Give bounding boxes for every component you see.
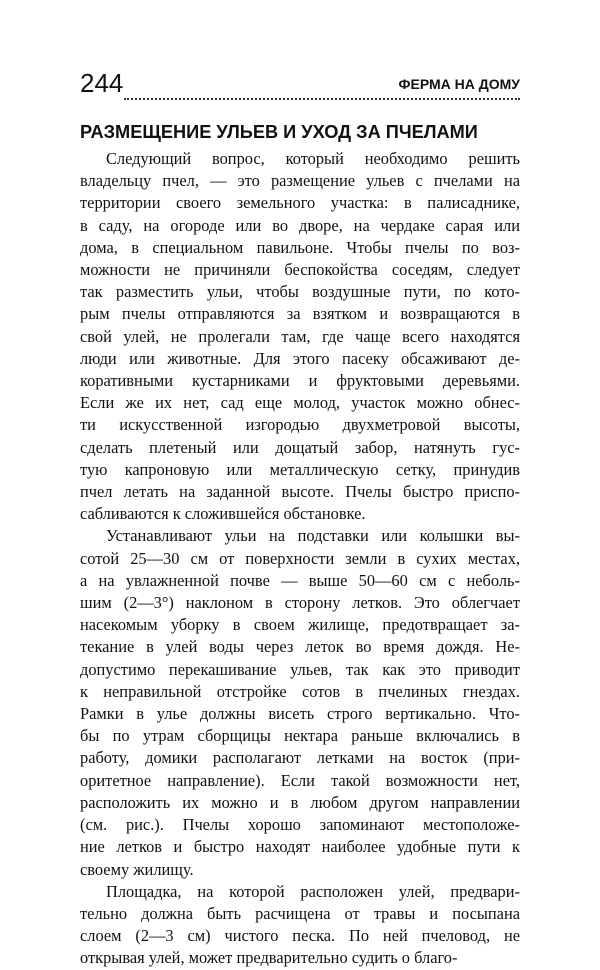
body-text <box>80 148 520 970</box>
text-line: люди или животные. Для этого пасеку обсаживают де- <box>80 348 520 368</box>
paragraph <box>80 525 520 880</box>
text-line: Устанавливают ульи на подставки или колышки вы- <box>106 526 520 546</box>
section-title: РАЗМЕЩЕНИЕ УЛЬЕВ И УХОД ЗА ПЧЕЛАМИ <box>80 122 478 142</box>
text-line: тую капроновую или металлическую сетку, принудив <box>80 459 520 479</box>
text-line: рым пчелы отправляются за взятком и возвращаются в <box>80 304 520 324</box>
text-line: (см. рис.). Пчелы хорошо запоминают местоположе- <box>80 815 520 835</box>
text-line: к неправильной отстройке сотов в пчелиных гнездах. <box>80 681 520 701</box>
text-line: слоем (2—3 см) чистого песка. По ней пчеловод, не <box>80 926 520 946</box>
text-line: дома, в специальном павильоне. Чтобы пчелы по воз- <box>80 237 520 257</box>
text-line: можности не причиняли беспокойства соседям, следует <box>80 260 520 280</box>
text-line: в саду, на огороде или во дворе, на чердаке сарая или <box>80 215 520 235</box>
text-line: так разместить ульи, чтобы воздушные пути, по кото- <box>80 282 520 302</box>
text-line: владельцу пчел, — это размещение ульев с пчелами на <box>80 171 520 191</box>
text-line: свой улей, не пролегали там, где чаще всего находятся <box>80 326 520 346</box>
running-head: ФЕРМА НА ДОМУ <box>398 76 520 92</box>
page-number: 244 <box>80 68 124 98</box>
text-line: территории своего земельного участка: в палисаднике, <box>80 193 520 213</box>
text-line: насекомым уборку в своем жилище, предотвращает за- <box>80 615 520 635</box>
text-line: оритетное направление). Если такой возможности нет, <box>80 770 520 790</box>
text-line: открывая улей, может предварительно судить о благо- <box>80 948 458 968</box>
text-line: бы по утрам сборщицы нектара раньше включались в <box>80 726 520 746</box>
text-line: Рамки в улье должны висеть строго вертикально. Что- <box>80 704 520 724</box>
page-content <box>80 120 520 970</box>
text-line: сделать плетеный или дощатый забор, натянуть гус- <box>80 437 520 457</box>
text-line: ти искусственной изгородью двухметровой высоты, <box>80 415 520 435</box>
text-line: расположить их можно и в любом другом направлении <box>80 792 520 812</box>
text-line: работу, домики располагают летками на восток (при- <box>80 748 520 768</box>
text-line: тельно должна быть расчищена от травы и посыпана <box>80 903 520 923</box>
text-line: а на увлажненной почве — выше 50—60 см с неболь- <box>80 570 520 590</box>
text-line: ние летков и быстро находят наиболее удобные пути к <box>80 837 520 857</box>
paragraph <box>80 881 520 970</box>
text-line: шим (2—3°) наклоном в сторону летков. Это облегчает <box>80 593 520 613</box>
text-line: своему жилищу. <box>80 859 194 879</box>
text-line: коративными кустарниками и фруктовыми деревьями. <box>80 371 520 391</box>
paragraph <box>80 148 520 525</box>
text-line: сабливаются к сложившейся обстановке. <box>80 504 366 524</box>
header-rule <box>124 98 520 100</box>
text-line: текание в улей воды через леток во время дождя. Не- <box>80 637 520 657</box>
text-line: допустимо перекашивание ульев, так как это приводит <box>80 659 520 679</box>
text-line: пчел летать на заданной высоте. Пчелы быстро приспо- <box>80 482 520 502</box>
text-line: сотой 25—30 см от поверхности земли в сухих местах, <box>80 548 520 568</box>
text-line: Следующий вопрос, который необходимо решить <box>106 149 520 168</box>
page-header <box>80 66 520 106</box>
text-line: Если же их нет, сад еще молод, участок можно обнес- <box>80 393 520 413</box>
text-line: Площадка, на которой расположен улей, предвари- <box>106 881 520 901</box>
